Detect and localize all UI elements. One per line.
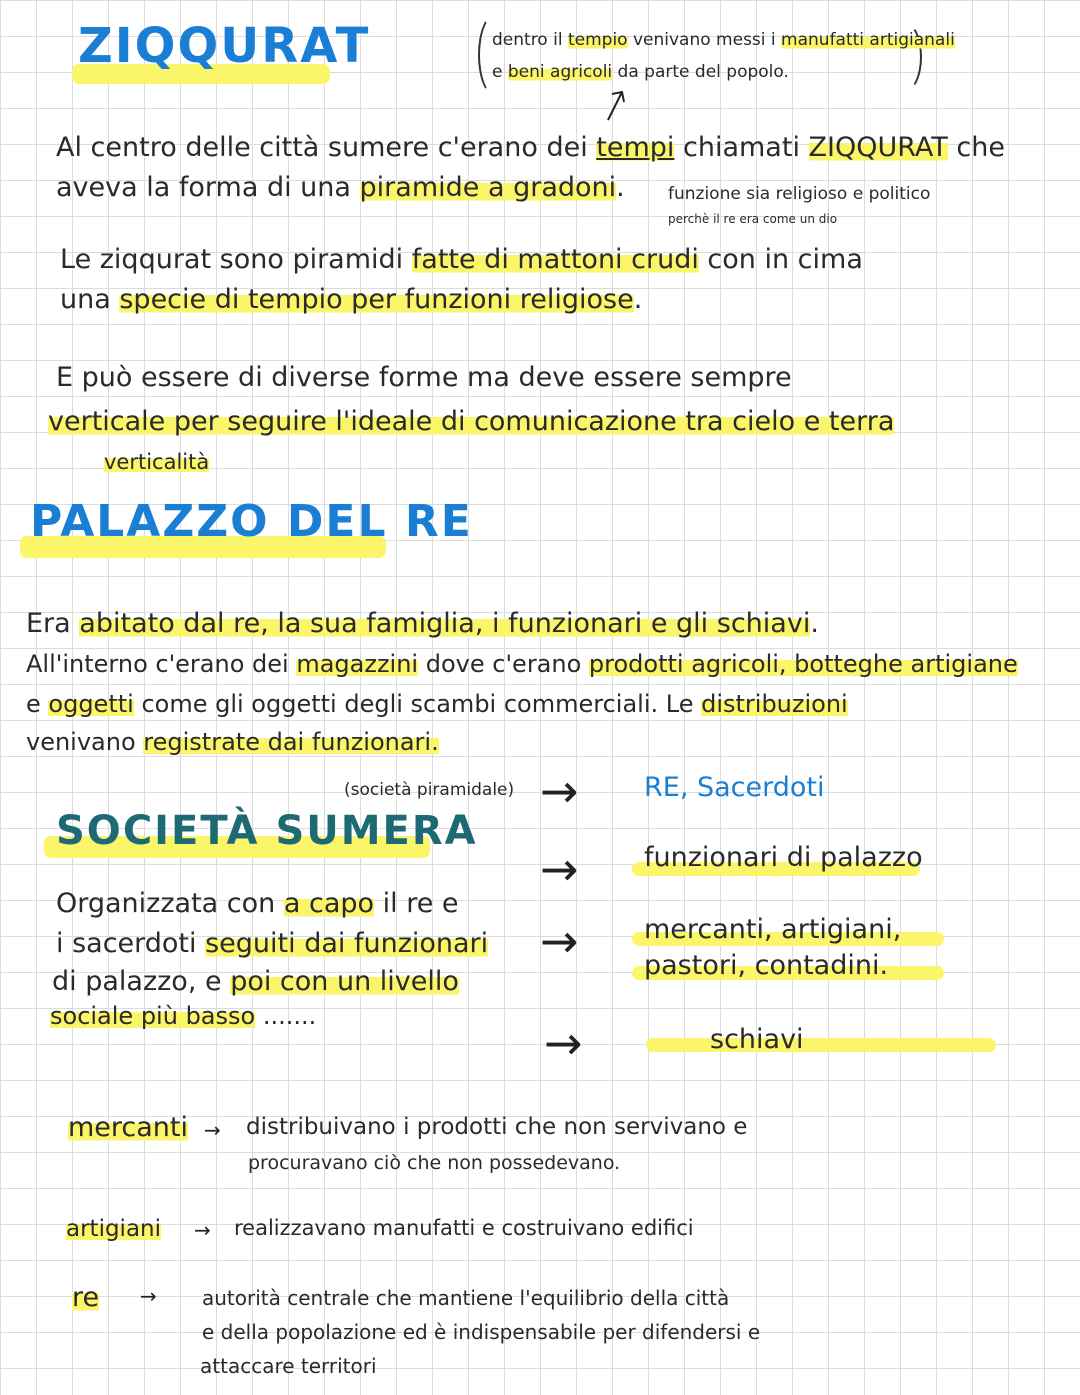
level-funzionari: funzionari di palazzo	[644, 842, 923, 873]
funzione-note: funzione sia religioso e politico	[668, 184, 931, 204]
highlight-artigiani: artigiani	[66, 1216, 162, 1242]
text: aveva la forma di una	[56, 172, 360, 203]
text: venivano	[26, 728, 144, 756]
artigiani-desc-1: realizzavano manufatti e costruivano edifici	[234, 1216, 694, 1240]
palazzo-line4	[26, 728, 439, 756]
re-desc-2: e della popolazione ed è indispensabile per difendersi e	[202, 1320, 761, 1344]
note-highlight-tempio: tempio	[567, 30, 628, 50]
arrow-icon: →	[540, 764, 579, 818]
level-highlight	[646, 1038, 996, 1052]
text: All'interno c'erano dei	[26, 650, 297, 678]
highlight-re: re	[72, 1282, 100, 1313]
highlight-verticalita: verticalità	[104, 450, 210, 474]
highlight-mercanti: mercanti	[68, 1112, 189, 1143]
palazzo-line2	[26, 650, 1018, 678]
highlight-oggetti: oggetti	[48, 690, 134, 718]
highlight-registrate: registrate dai funzionari.	[143, 728, 439, 756]
highlight-prodotti: prodotti agricoli, botteghe artigiane	[588, 650, 1018, 678]
text: .	[616, 172, 625, 203]
ziqqurat-note-line1	[492, 30, 955, 50]
arrow-icon: →	[204, 1118, 221, 1142]
text: che	[947, 132, 1005, 163]
ziqqurat-title: ZIQQURAT	[78, 18, 371, 74]
highlight-mattoni: fatte di mattoni crudi	[411, 244, 699, 275]
note-pointer-arrow-icon	[600, 86, 630, 122]
text: una	[60, 284, 120, 315]
highlight-distribuzioni: distribuzioni	[701, 690, 848, 718]
societa-line3	[52, 966, 459, 997]
highlight-verticale: verticale per seguire l'ideale di comunicazione tra cielo e terra	[48, 406, 895, 437]
text: .......	[255, 1002, 317, 1030]
arrow-icon: →	[194, 1218, 211, 1242]
text: chiamati	[674, 132, 809, 163]
role-artigiani	[66, 1216, 161, 1242]
societa-line2	[56, 928, 488, 959]
ziqqurat-p3-line2	[48, 406, 894, 437]
role-mercanti	[68, 1112, 188, 1143]
text: i sacerdoti	[56, 928, 206, 959]
text: Al centro delle città sumere c'erano dei	[56, 132, 597, 163]
societa-note: (società piramidale)	[344, 780, 515, 800]
text: di palazzo, e	[52, 966, 231, 997]
ziqqurat-note-line2	[492, 62, 789, 82]
societa-title: SOCIETÀ SUMERA	[56, 808, 478, 854]
text: Organizzata con	[56, 888, 284, 919]
text: Le ziqqurat sono piramidi	[60, 244, 412, 275]
palazzo-line3	[26, 690, 848, 718]
highlight-abitato: abitato dal re, la sua famiglia, i funzionari e gli schiavi	[79, 608, 811, 639]
text: con in cima	[698, 244, 863, 275]
ziqqurat-p2-line1	[60, 244, 863, 275]
ziqqurat-p1-line1	[56, 132, 1005, 163]
re-desc-3: attaccare territori	[200, 1354, 377, 1378]
note-paren-left	[478, 14, 512, 96]
highlight-sociale: sociale più basso	[50, 1002, 256, 1030]
arrow-icon: →	[540, 842, 579, 896]
level-re-sacerdoti: RE, Sacerdoti	[644, 772, 825, 803]
level-mercanti-artigiani: mercanti, artigiani,	[644, 914, 902, 945]
mercanti-desc-1: distribuivano i prodotti che non servivano e	[246, 1114, 748, 1140]
funzione-note-sub: perchè il re era come un dio	[668, 212, 838, 226]
ziqqurat-p3-line1: E può essere di diverse forme ma deve essere sempre	[56, 362, 792, 393]
mercanti-desc-2: procuravano ciò che non possedevano.	[248, 1152, 621, 1174]
text: .	[633, 284, 643, 315]
arrow-icon: →	[540, 914, 579, 968]
level-pastori-contadini: pastori, contadini.	[644, 950, 889, 981]
text: come gli oggetti degli scambi commerciali. Le	[133, 690, 702, 718]
text: e	[26, 690, 49, 718]
note-highlight-manufatti: manufatti artigianali	[781, 30, 955, 50]
highlight-piramide: piramide a gradoni	[359, 172, 617, 203]
highlight-poi-livello: poi con un livello	[230, 966, 459, 997]
text: Era	[26, 608, 80, 639]
verticalita-note	[104, 450, 209, 474]
text: il re e	[374, 888, 459, 919]
highlight-a-capo: a capo	[283, 888, 375, 919]
arrow-icon: →	[544, 1016, 583, 1070]
highlight-tempi: tempi	[596, 132, 675, 163]
role-re	[72, 1282, 99, 1313]
note-text: e	[492, 62, 508, 82]
note-highlight-beni: beni agricoli	[507, 62, 613, 82]
highlight-magazzini: magazzini	[296, 650, 419, 678]
ziqqurat-p1-line2	[56, 172, 625, 203]
societa-line4	[50, 1002, 316, 1030]
note-text: venivano messi i	[627, 30, 782, 50]
arrow-icon: →	[140, 1284, 157, 1308]
level-schiavi: schiavi	[710, 1024, 804, 1055]
note-text: da parte del popolo.	[612, 62, 789, 82]
highlight-seguiti: seguiti dai funzionari	[205, 928, 489, 959]
text: dove c'erano	[418, 650, 589, 678]
note-text: dentro il	[492, 30, 568, 50]
societa-line1	[56, 888, 459, 919]
palazzo-line1	[26, 608, 819, 639]
ziqqurat-p2-line2	[60, 284, 642, 315]
palazzo-title: PALAZZO DEL RE	[30, 496, 473, 547]
re-desc-1: autorità centrale che mantiene l'equilibrio della città	[202, 1286, 730, 1310]
highlight-ziqqurat: ZIQQURAT	[808, 132, 948, 163]
text: .	[810, 608, 819, 639]
highlight-specie-tempio: specie di tempio per funzioni religiose	[119, 284, 634, 315]
